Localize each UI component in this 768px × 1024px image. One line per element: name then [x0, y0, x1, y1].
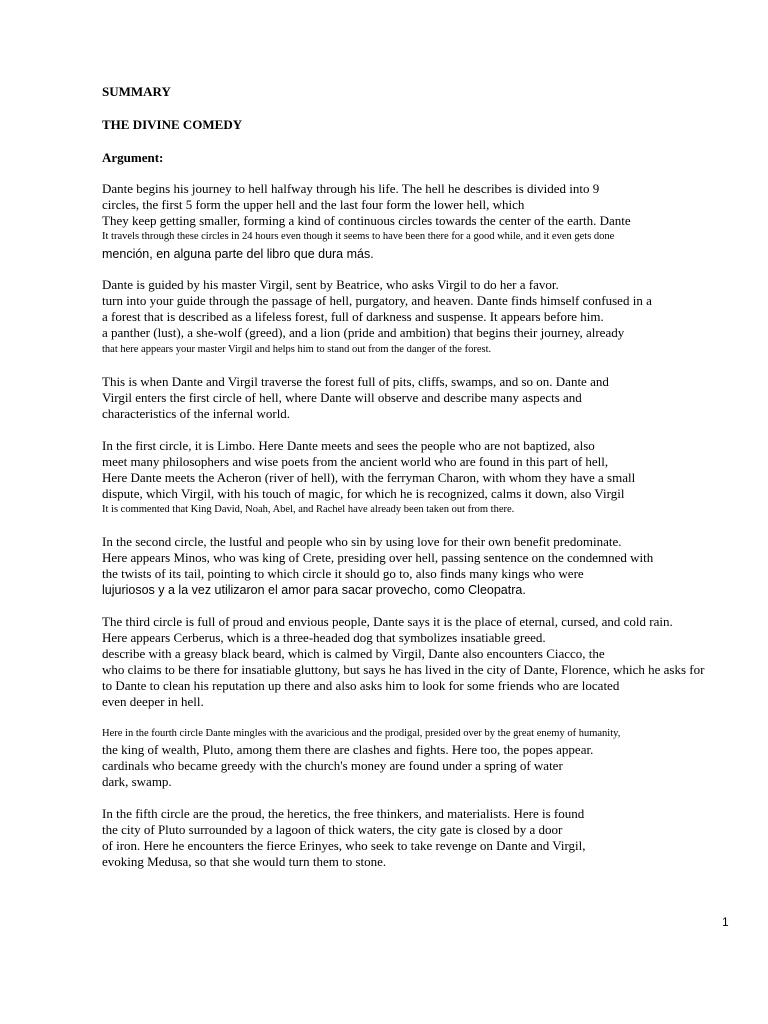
paragraph-line: In the fifth circle are the proud, the heretics, the free thinkers, and materialists. Here is found: [102, 806, 585, 821]
paragraph-line: a panther (lust), a she-wolf (greed), and a lion (pride and ambition) that begins their journey, already: [102, 325, 625, 340]
paragraph-line: the king of wealth, Pluto, among them there are clashes and fights. Here too, the popes appear.: [102, 742, 594, 757]
paragraph-line: dark, swamp.: [102, 774, 172, 789]
title-heading: THE DIVINE COMEDY: [102, 117, 243, 132]
paragraph-line: They keep getting smaller, forming a kind of continuous circles towards the center of the earth. Dante: [102, 213, 631, 228]
paragraph-line: the twists of its tail, pointing to which circle it should go to, also finds many kings who were: [102, 566, 584, 581]
paragraph-line: In the first circle, it is Limbo. Here Dante meets and sees the people who are not baptized, also: [102, 438, 595, 453]
paragraph-line: of iron. Here he encounters the fierce Erinyes, who seek to take revenge on Dante and Virgil,: [102, 838, 586, 853]
paragraph-line: even deeper in hell.: [102, 694, 204, 709]
paragraph-line: describe with a greasy black beard, which is calmed by Virgil, Dante also encounters Ciacco, the: [102, 646, 605, 661]
paragraph-line: characteristics of the infernal world.: [102, 406, 291, 421]
paragraph-line: Dante is guided by his master Virgil, sent by Beatrice, who asks Virgil to do her a favor.: [102, 277, 559, 292]
paragraph-line: a forest that is described as a lifeless forest, full of darkness and suspense. It appears before him.: [102, 309, 604, 324]
paragraph-line: It is commented that King David, Noah, Abel, and Rachel have already been taken out from there.: [102, 504, 515, 515]
paragraph-line: the city of Pluto surrounded by a lagoon of thick waters, the city gate is closed by a door: [102, 822, 563, 837]
paragraph-line: The third circle is full of proud and envious people, Dante says it is the place of eternal, cursed, and cold rain.: [102, 614, 673, 629]
argument-heading: Argument:: [102, 150, 164, 165]
paragraph-line: who claims to be there for insatiable gluttony, but says he has lived in the city of Dante, Florence, which he asks for: [102, 662, 705, 677]
paragraph-line: circles, the first 5 form the upper hell and the last four form the lower hell, which: [102, 197, 525, 212]
paragraph-line: Virgil enters the first circle of hell, where Dante will observe and describe many aspects and: [102, 390, 582, 405]
paragraph-line: This is when Dante and Virgil traverse the forest full of pits, cliffs, swamps, and so on. Dante and: [102, 374, 609, 389]
paragraph-line: In the second circle, the lustful and people who sin by using love for their own benefit predominate.: [102, 534, 622, 549]
paragraph-line: turn into your guide through the passage of hell, purgatory, and heaven. Dante finds himself confused in a: [102, 293, 652, 308]
paragraph-line: lujuriosos y a la vez utilizaron el amor para sacar provecho, como Cleopatra.: [102, 583, 526, 597]
paragraph-line: Here appears Minos, who was king of Crete, presiding over hell, passing sentence on the condemned with: [102, 550, 654, 565]
paragraph-line: evoking Medusa, so that she would turn them to stone.: [102, 854, 387, 869]
paragraph-line: Here in the fourth circle Dante mingles with the avaricious and the prodigal, presided over by the great enemy of humanity,: [102, 728, 621, 739]
paragraph-line: It travels through these circles in 24 hours even though it seems to have been there for a good while, and it even gets done: [102, 231, 615, 242]
paragraph-line: to Dante to clean his reputation up there and also asks him to look for some friends who are located: [102, 678, 620, 693]
paragraph-line: meet many philosophers and wise poets from the ancient world who are found in this part of hell,: [102, 454, 609, 469]
paragraph-line: Here appears Cerberus, which is a three-headed dog that symbolizes insatiable greed.: [102, 630, 546, 645]
page-number: 1: [722, 915, 729, 929]
paragraph-line: cardinals who became greedy with the church's money are found under a spring of water: [102, 758, 563, 773]
paragraph-line: that here appears your master Virgil and helps him to stand out from the danger of the forest.: [102, 344, 492, 355]
paragraph-line: Here Dante meets the Acheron (river of hell), with the ferryman Charon, with whom they have a small: [102, 470, 636, 485]
paragraph-line: mención, en alguna parte del libro que dura más.: [102, 247, 374, 261]
paragraph-line: Dante begins his journey to hell halfway through his life. The hell he describes is divided into 9: [102, 181, 600, 196]
paragraph-line: dispute, which Virgil, with his touch of magic, for which he is recognized, calms it down, also Virgil: [102, 486, 625, 501]
summary-heading: SUMMARY: [102, 84, 171, 99]
